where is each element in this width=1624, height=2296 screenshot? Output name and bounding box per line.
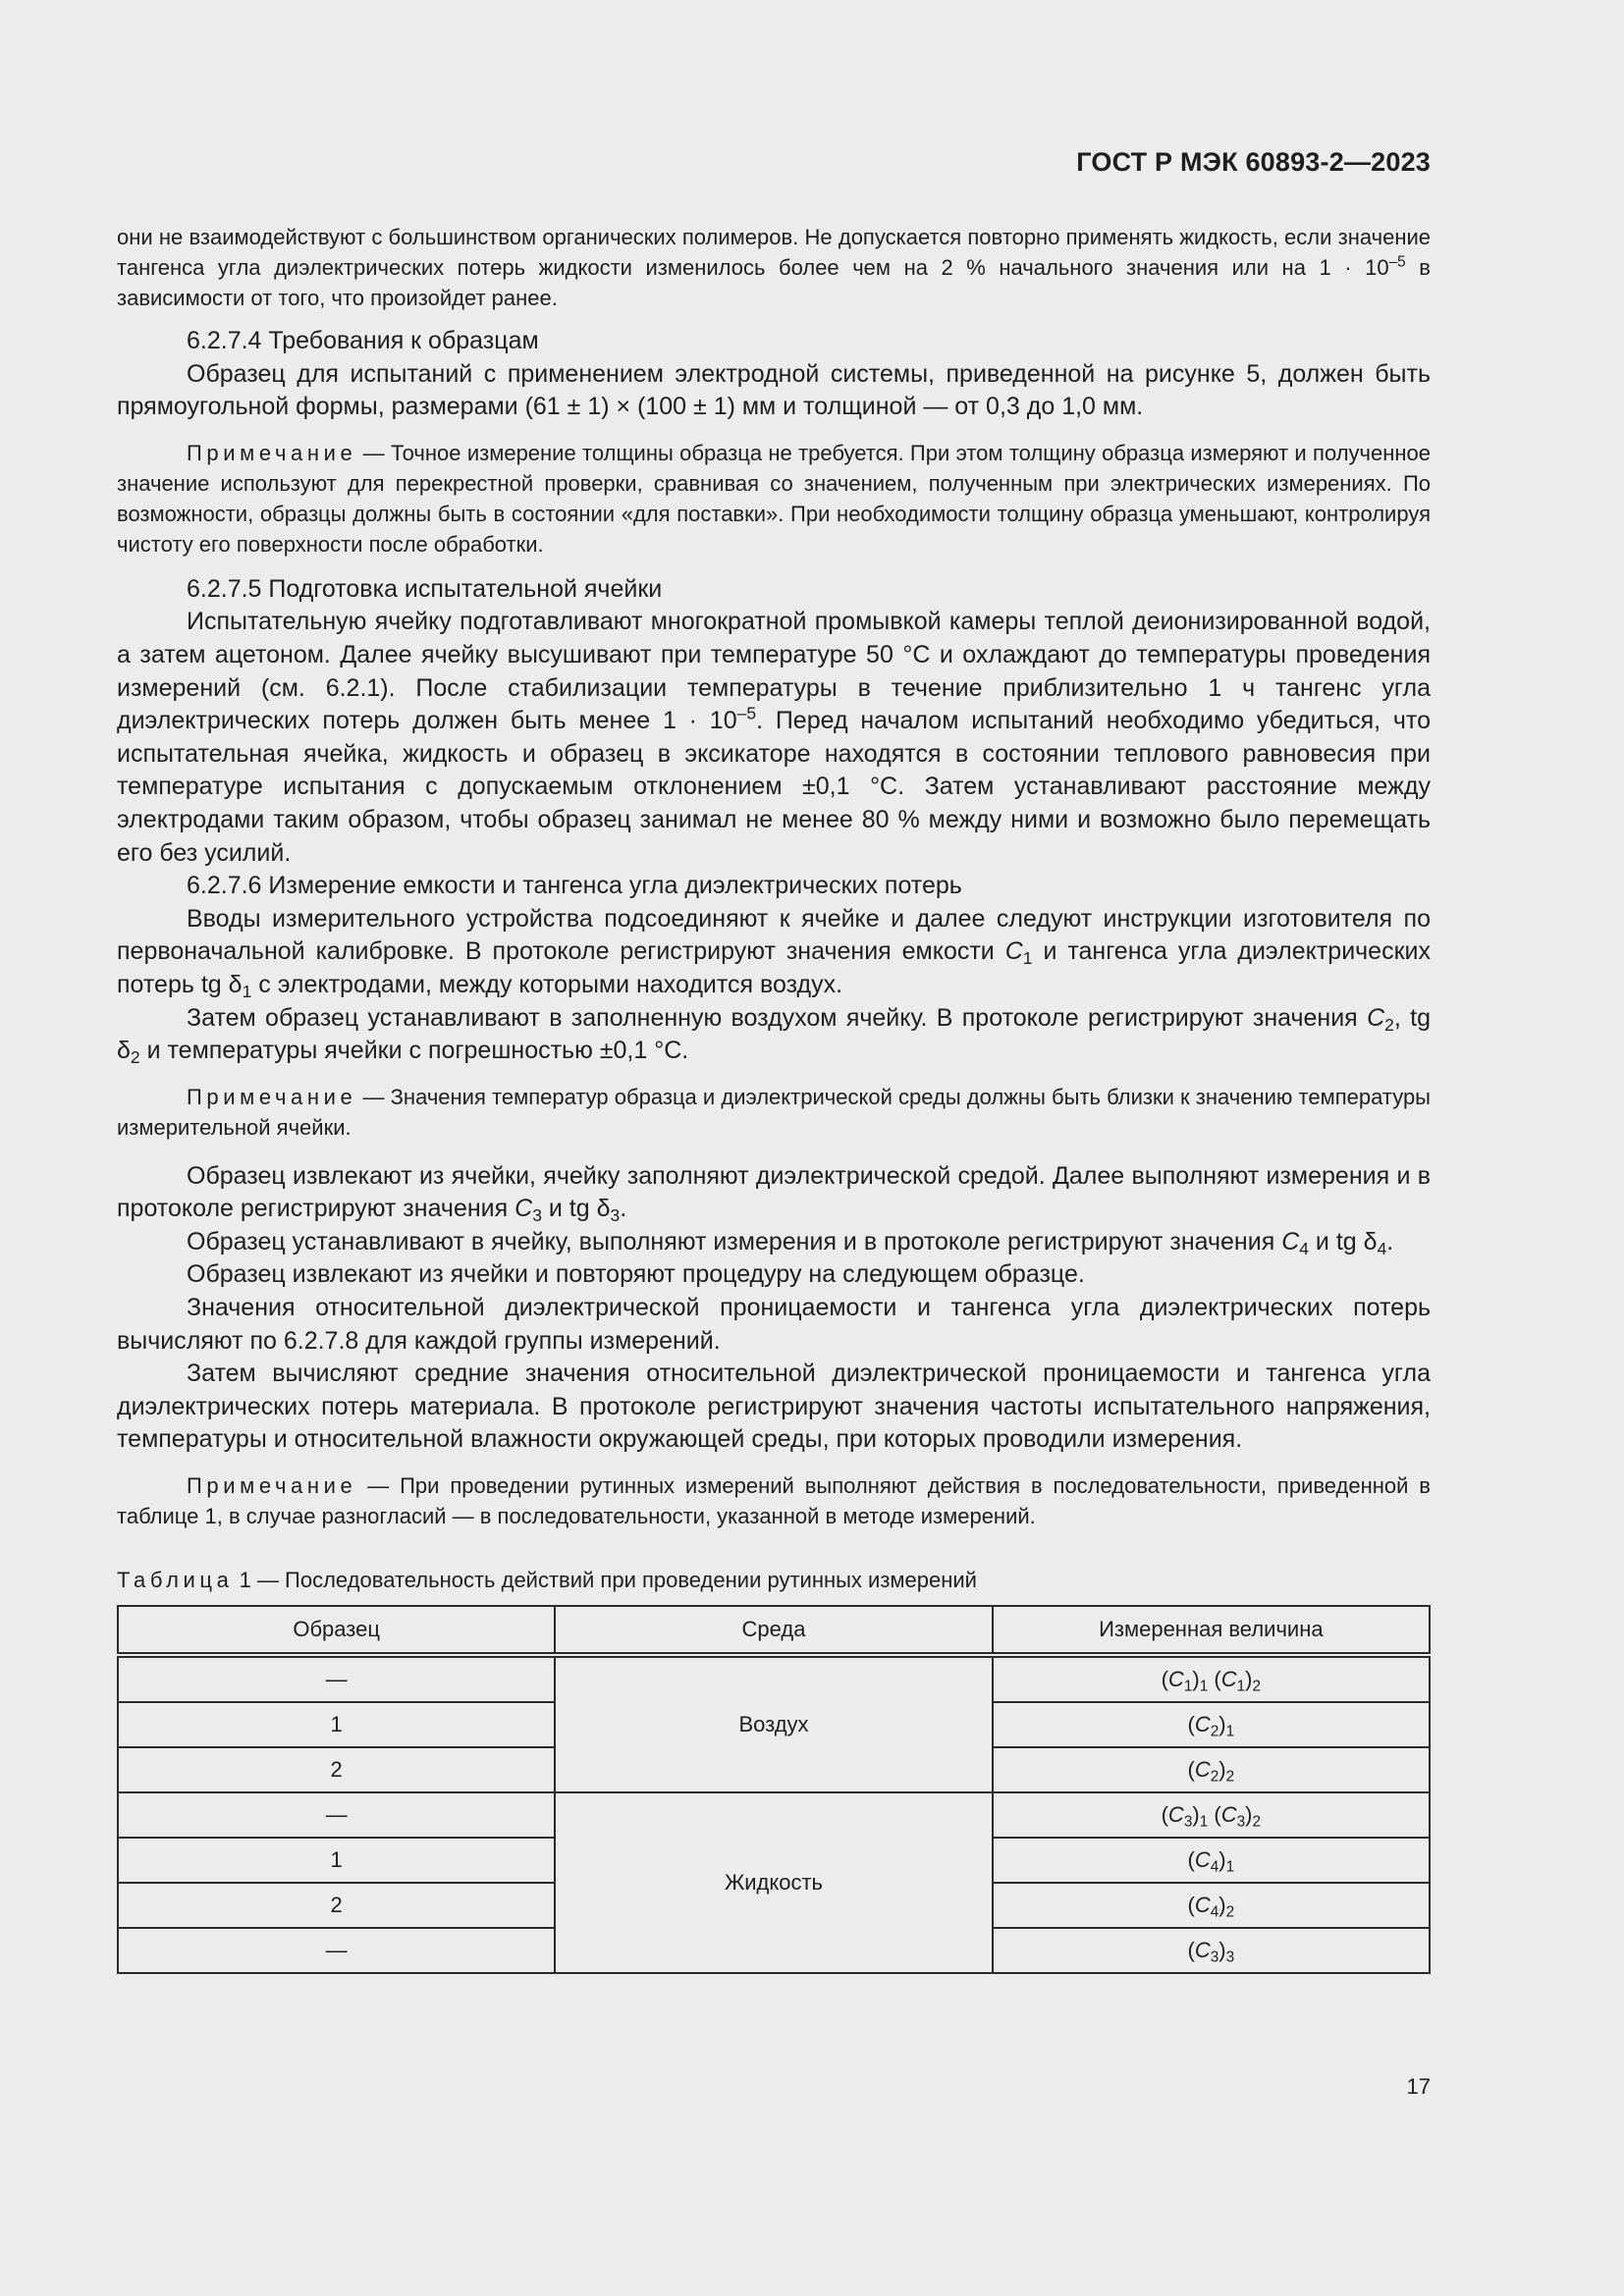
table-cell-sample: 1: [118, 1702, 555, 1747]
table-cell-sample: —: [118, 1792, 555, 1838]
page-number: 17: [1406, 2074, 1431, 2099]
paragraph-repeat: Образец извлекают из ячейки и повторяют процедуру на следующем образце.: [187, 1260, 1085, 1289]
document-code: ГОСТ Р МЭК 60893-2—2023: [1076, 147, 1431, 177]
table-caption: Таблица 1 — Последовательность действий при проведении рутинных измерений: [117, 1568, 977, 1593]
table-cell-sample: —: [118, 1928, 555, 1973]
paragraph-continuation: они не взаимодействуют с большинством органических полимеров. Не допускается повторно применять жидкость, если значение тангенса угла диэлектрических потерь жидкости изменилось более чем на 2 % начального значения или на $1 \cdot 10^{-5}$ в зависимости от того, что произойдет ранее.: [117, 225, 1431, 310]
paragraph-sample-in-liquid: Образец устанавливают в ячейку, выполняют измерения и в протоколе регистрируют значения $C_4$ и tg $\delta_4$.: [187, 1227, 1394, 1258]
section-heading-6-2-7-5: 6.2.7.5 Подготовка испытательной ячейки: [187, 574, 663, 603]
table-header-medium: Среда: [555, 1606, 992, 1655]
table-cell-sample: 2: [118, 1747, 555, 1792]
section-text-6-2-7-5: Испытательную ячейку подготавливают многократной промывкой камеры теплой деионизированной водой, а затем ацетоном. Далее ячейку высушивают при температуре 50 °C и охлаждают до температуры проведения измерений (см. 6.2.1). После стабилизации температуры в течение приблизительно 1 ч тангенс угла диэлектрических потерь должен быть менее $1 \cdot 10^{-5}$. Перед началом испытаний необходимо убедиться, что испытательная ячейка, жидкость и образец в эксикаторе находятся в состоянии теплового равновесия при температуре испытания с допускаемым отклонением ±0,1 °C. Затем устанавливают расстояние между электродами таким образом, чтобы образец занимал не менее 80 % между ними и возможно было перемещать его без усилий.: [117, 608, 1431, 867]
table-cell-sample: 1: [118, 1838, 555, 1883]
page-content: [117, 222, 1431, 1974]
table-header-measured-value: Измеренная величина: [993, 1606, 1430, 1655]
table-row: [118, 1792, 1430, 1838]
table-cell-sample: —: [118, 1655, 555, 1702]
table-cell-medium: Жидкость: [555, 1792, 992, 1973]
note-routine: Примечание — При проведении рутинных измерений выполняют действия в последовательности, приведенной в таблице 1, в случае разногласий — в последовательности, указанной в методе измерений.: [117, 1473, 1431, 1529]
table-cell-medium: Воздух: [555, 1655, 992, 1792]
table-cell-value: $(C_4)_2$: [993, 1883, 1430, 1928]
paragraph-calibration: Вводы измерительного устройства подсоединяют к ячейке и далее следуют инструкции изготовителя по первоначальной калибровке. В протоколе регистрируют значения емкости $C_1$ и тангенса угла диэлектрических потерь tg $\delta_1$ с электродами, между которыми находится воздух.: [117, 904, 1431, 1001]
paragraph-air-cell: Затем образец устанавливают в заполненную воздухом ячейку. В протоколе регистрируют значения $C_2$, tg $\delta_2$ и температуры ячейки с погрешностью ±0,1 °C.: [117, 1003, 1431, 1067]
table-cell-value: $(C_2)_2$: [993, 1747, 1430, 1792]
table-cell-value: $(C_4)_1$: [993, 1838, 1430, 1883]
table-cell-value: $(C_3)_3$: [993, 1928, 1430, 1973]
note-temperature: Примечание — Значения температур образца и диэлектрической среды должны быть близки к значению температуры измерительной ячейки.: [117, 1084, 1431, 1140]
section-heading-6-2-7-4: 6.2.7.4 Требования к образцам: [187, 327, 539, 354]
table-cell-value: $(C_3)_1$ $(C_3)_2$: [993, 1792, 1430, 1838]
table-header-sample: Образец: [118, 1606, 555, 1655]
table-row: [118, 1655, 1430, 1702]
paragraph-liquid-fill: Образец извлекают из ячейки, ячейку заполняют диэлектрической средой. Далее выполняют измерения и в протоколе регистрируют значения $C_3$ и tg $\delta_3$.: [117, 1161, 1431, 1226]
table-cell-sample: 2: [118, 1883, 555, 1928]
paragraph-calculation: Значения относительной диэлектрической проницаемости и тангенса угла диэлектрических потерь вычисляют по 6.2.7.8 для каждой группы измерений.: [117, 1294, 1431, 1355]
table-cell-value: $(C_2)_1$: [993, 1702, 1430, 1747]
section-text-6-2-7-4: Образец для испытаний с применением электродной системы, приведенной на рисунке 5, должен быть прямоугольной формы, размерами (61 ± 1) × (100 ± 1) мм и толщиной — от 0,3 до 1,0 мм.: [117, 359, 1431, 421]
section-heading-6-2-7-6: 6.2.7.6 Измерение емкости и тангенса угла диэлектрических потерь: [187, 872, 962, 900]
table-cell-value: $(C_1)_1$ $(C_1)_2$: [993, 1655, 1430, 1702]
note-6-2-7-4: Примечание — Точное измерение толщины образца не требуется. При этом толщину образца измеряют и полученное значение используют для перекрестной проверки, сравнивая со значением, полученным при электрических измерениях. По возможности, образцы должны быть в состоянии «для поставки». При необходимости толщину образца уменьшают, контролируя чистоту его поверхности после обработки.: [117, 440, 1431, 557]
paragraph-averages: Затем вычисляют средние значения относительной диэлектрической проницаемости и тангенса угла диэлектрических потерь материала. В протоколе регистрируют значения частоты испытательного напряжения, температуры и относительной влажности окружающей среды, при которых проводили измерения.: [117, 1360, 1431, 1454]
measurement-sequence-table: [117, 1605, 1431, 1974]
